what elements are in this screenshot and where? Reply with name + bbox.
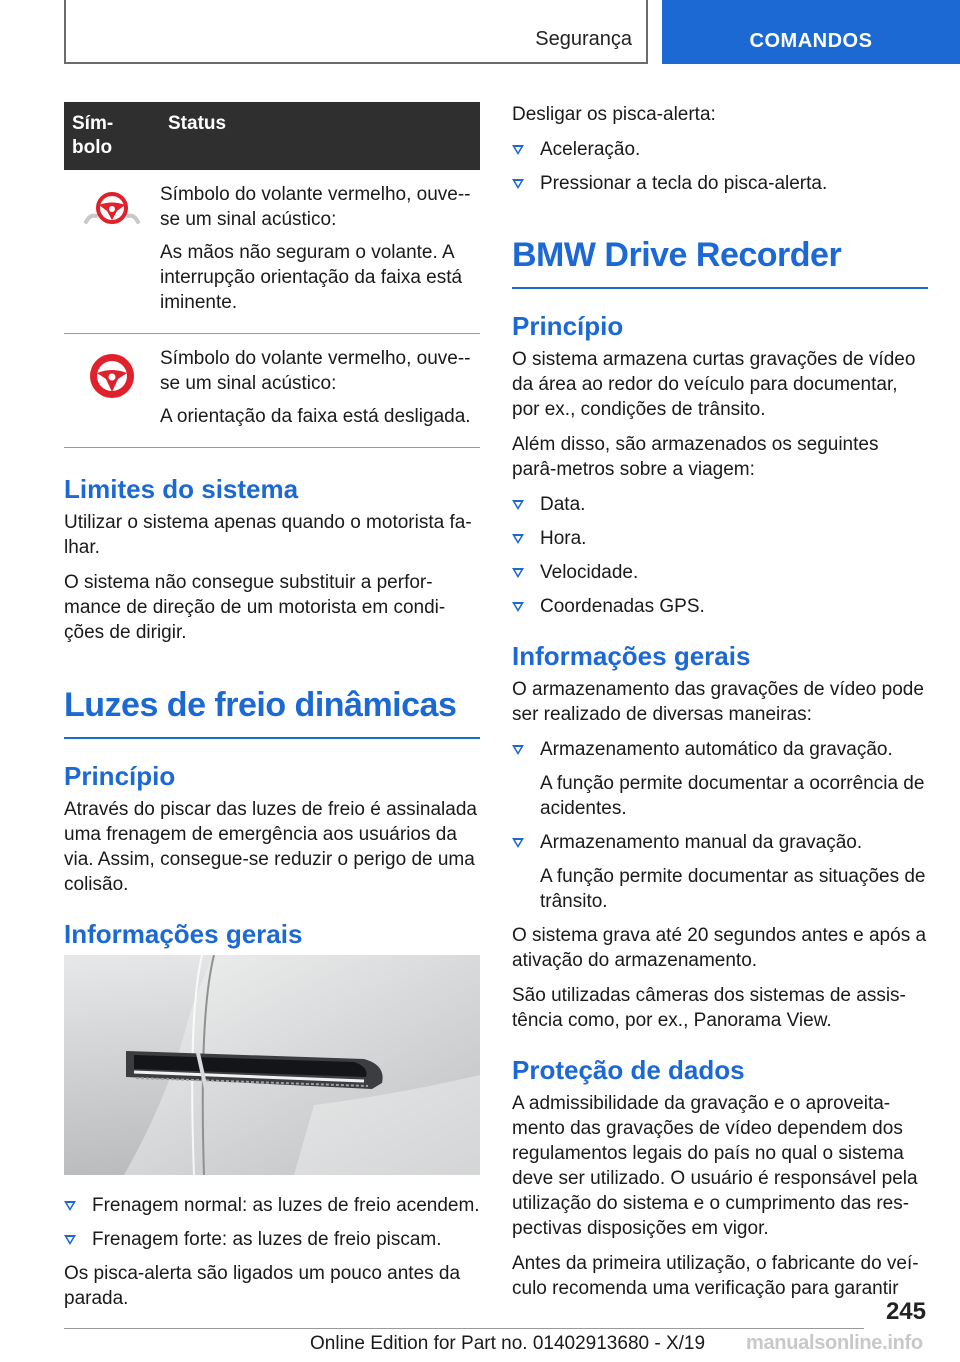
steering-wheel-red-icon — [88, 352, 136, 400]
col-status-header: Status — [160, 102, 480, 170]
section-heading-drive-recorder: BMW Drive Recorder — [512, 235, 928, 289]
list-item: Armazenamento manual da gravação. A função permite documentar as situações de trânsito. — [512, 830, 928, 914]
status-line: As mãos não seguram o volante. A interrupção orientação da faixa está iminente. — [160, 242, 463, 313]
list-item: Frenagem normal: as luzes de freio acendem. — [64, 1193, 480, 1218]
section-title: Segurança — [535, 28, 632, 50]
symbol-cell — [64, 334, 160, 448]
status-line: A orientação da faixa está desligada. — [160, 406, 471, 427]
paragraph: Através do piscar das luzes de freio é assinalada uma frenagem de emergência aos usuários da via. Assim, consegue-se reduzir o perigo de uma colisão. — [64, 799, 477, 895]
list-item: Coordenadas GPS. — [512, 594, 928, 619]
status-cell — [160, 334, 480, 448]
storage-mode-list — [512, 737, 928, 914]
table-row — [64, 334, 480, 448]
triangle-bullet-icon — [64, 1201, 76, 1211]
triangle-bullet-icon — [64, 1235, 76, 1245]
general-info-heading: Informações gerais — [64, 919, 303, 949]
section-heading-brake-lights: Luzes de freio dinâmicas — [64, 685, 480, 739]
paragraph: Utilizar o sistema apenas quando o motorista fa-lhar. — [64, 512, 472, 558]
privacy-heading: Proteção de dados — [512, 1055, 745, 1085]
paragraph: O sistema não consegue substituir a perfor-mance de direção de um motorista em condi-ções de dirigir. — [64, 572, 446, 643]
principle-heading: Princípio — [512, 311, 624, 341]
status-line: Símbolo do volante vermelho, ouve--se um sinal acústico: — [160, 348, 471, 394]
list-item: Frenagem forte: as luzes de freio piscam. — [64, 1227, 480, 1252]
triangle-bullet-icon — [512, 179, 524, 189]
paragraph: A admissibilidade da gravação e o aproveita-mento das gravações de vídeo dependem dos regulamentos legais do país no qual o sistema deve ser utilizado. O usuário é responsável pela utilização do sistema e o cumprimento das res-pectivas disposições em vigor. — [512, 1093, 918, 1239]
parameter-list — [512, 492, 928, 619]
principle-heading: Princípio — [64, 761, 176, 791]
general-info-heading: Informações gerais — [512, 641, 751, 671]
list-item: Armazenamento automático da gravação. A função permite documentar a ocorrência de acidentes. — [512, 737, 928, 821]
paragraph: Antes da primeira utilização, o fabricante do veí-culo recomenda uma verificação para garantir — [512, 1253, 919, 1299]
right-column — [512, 102, 928, 1311]
paragraph: O armazenamento das gravações de vídeo pode ser realizado de diversas maneiras: — [512, 679, 924, 725]
page-number: 245 — [885, 1298, 926, 1325]
list-item: Data. — [512, 492, 928, 517]
table-header-row — [64, 102, 480, 170]
status-line: Símbolo do volante vermelho, ouve--se um sinal acústico: — [160, 184, 471, 230]
triangle-bullet-icon — [512, 500, 524, 510]
brake-light-list — [64, 1193, 480, 1252]
paragraph: Os pisca-alerta são ligados um pouco antes da parada. — [64, 1263, 461, 1309]
paragraph: São utilizadas câmeras dos sistemas de assis-tência como, por ex., Panorama View. — [512, 985, 906, 1031]
paragraph: O sistema grava até 20 segundos antes e após a ativação do armazenamento. — [512, 925, 927, 971]
list-item: Velocidade. — [512, 560, 928, 585]
paragraph: O sistema armazena curtas gravações de vídeo da área ao redor do veículo para documentar, por ex., condições de trânsito. — [512, 349, 916, 420]
paragraph: Desligar os pisca-alerta: — [512, 104, 716, 125]
triangle-bullet-icon — [512, 568, 524, 578]
triangle-bullet-icon — [512, 602, 524, 612]
triangle-bullet-icon — [512, 145, 524, 155]
col-symbol-header: Sím- bolo — [64, 102, 160, 170]
list-item: Hora. — [512, 526, 928, 551]
edition-text: Online Edition for Part no. 01402913680 - X/19 — [310, 1333, 706, 1354]
tail-light-image — [64, 955, 480, 1175]
list-item: Aceleração. — [512, 137, 928, 162]
footer-divider — [64, 1328, 864, 1329]
watermark-logo: manualsonline.info — [746, 1332, 923, 1354]
triangle-bullet-icon — [512, 745, 524, 755]
list-item: Pressionar a tecla do pisca-alerta. — [512, 171, 928, 196]
hazard-off-list — [512, 137, 928, 196]
limits-heading: Limites do sistema — [64, 474, 299, 504]
status-cell — [160, 170, 480, 334]
triangle-bullet-icon — [512, 838, 524, 848]
paragraph: Além disso, são armazenados os seguintes parâ-metros sobre a viagem: — [512, 434, 879, 480]
symbol-cell — [64, 170, 160, 334]
header-frame — [64, 0, 648, 64]
chapter-tab[interactable]: COMANDOS — [662, 0, 960, 64]
table-row — [64, 170, 480, 334]
steering-wheel-hands-off-icon — [82, 188, 142, 228]
left-column — [64, 102, 480, 1321]
triangle-bullet-icon — [512, 534, 524, 544]
symbol-table — [64, 102, 480, 448]
